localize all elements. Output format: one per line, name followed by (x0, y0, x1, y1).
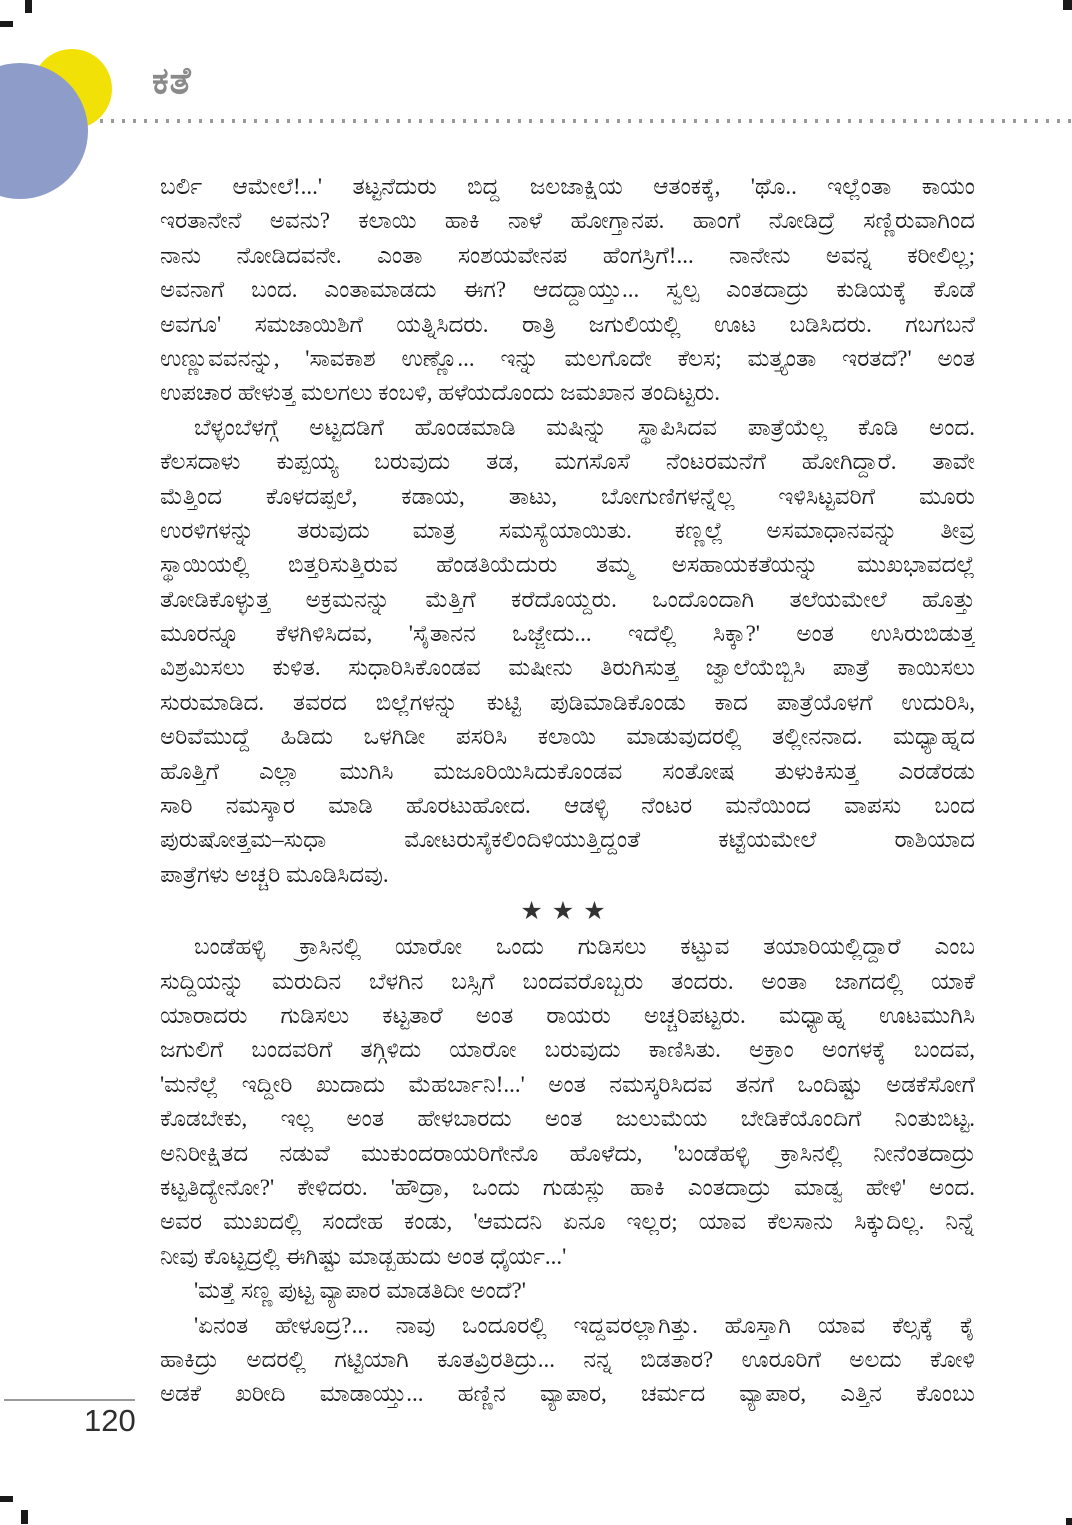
paragraph (160, 1309, 975, 1412)
text-line: ಉಪಚಾರ ಹೇಳುತ್ತ ಮಲಗಲು ಕಂಬಳಿ, ಹಳೆಯದೊಂದು ಜಮಖಾನ ತಂದಿಟ್ಟರು. (160, 380, 720, 406)
text-line: ತೋಡಿಕೊಳ್ಳುತ್ತ ಅಕ್ರಮನನ್ನು ಮೆತ್ತಿಗೆ ಕರೆದೊಯ್ದರು. ಒಂದೊಂದಾಗಿ ತಲೆಯಮೇಲೆ ಹೊತ್ತು (160, 586, 975, 612)
page-number: 120 (84, 1403, 136, 1438)
crop-mark-top-right (1063, 0, 1072, 10)
text-line: ಅವಗೂ' ಸಮಜಾಯಿಶಿಗೆ ಯತ್ನಿಸಿದರು. ರಾತ್ರಿ ಜಗುಲಿಯಲ್ಲಿ ಊಟ ಬಡಿಸಿದರು. ಗಬಗಬನೆ (160, 311, 975, 337)
text-line: ಇರತಾನೇನೆ ಅವನು? ಕಲಾಯಿ ಹಾಕಿ ನಾಳೆ ಹೋಗ್ತಾನಪ. ಹಾಂಗೆ ನೋಡಿದ್ರೆ ಸಣ್ಣಿರುವಾಗಿಂದ (160, 208, 975, 234)
text-line: ಉರಳಿಗಳನ್ನು ತರುವುದು ಮಾತ್ರ ಸಮಸ್ಯೆಯಾಯಿತು. ಕಣ್ಣಲ್ಲೆ ಅಸಮಾಧಾನವನ್ನು ತೀವ್ರ (160, 517, 975, 543)
crop-mark-top-left-vertical (25, 0, 32, 13)
crop-mark-bottom-left-vertical (21, 1510, 28, 1524)
text-block (160, 170, 975, 1412)
text-line: ಜಗುಲಿಗೆ ಬಂದವರಿಗೆ ತಗ್ಗಿಳಿದು ಯಾರೋ ಬರುವುದು ಕಾಣಿಸಿತು. ಅಕ್ರಾಂ ಅಂಗಳಕ್ಕೆ ಬಂದವ, (160, 1037, 975, 1063)
text-line: ಸಾರಿ ನಮಸ್ಕಾರ ಮಾಡಿ ಹೊರಟುಹೋದ. ಆಡಳ್ಳಿ ನೆಂಟರ ಮನೆಯಿಂದ ವಾಪಸು ಬಂದ (160, 793, 975, 819)
text-line: ಹಾಕಿದ್ರು ಅದರಲ್ಲಿ ಗಟ್ಟಿಯಾಗಿ ಕೂತವ್ರಿರತಿದ್ರು... ನನ್ನ ಬಿಡತಾರ? ಊರೂರಿಗೆ ಅಲದು ಕೋಳಿ (160, 1346, 975, 1372)
text-line: ಮೂರನ್ನೂ ಕೆಳಗಿಳಿಸಿದವ, 'ಸೈತಾನನ ಒಜ್ಜೇದು... ಇದೆಲ್ಲಿ ಸಿಕ್ಕಾ?' ಅಂತ ಉಸಿರುಬಿಡುತ್ತ (160, 621, 975, 647)
text-line: ಅವನಾಗೆ ಬಂದ. ಎಂತಾಮಾಡದು ಈಗ? ಆದದ್ದಾಯ್ತು... ಸ್ವಲ್ಪ ಎಂತದಾದ್ರು ಕುಡಿಯಕ್ಕೆ ಕೊಡೆ (160, 277, 975, 303)
text-line: ಅಡಕೆ ಖರೀದಿ ಮಾಡಾಯ್ತು... ಹಣ್ಣಿನ ವ್ಯಾಪಾರ, ಚರ್ಮದ ವ್ಯಾಪಾರ, ಎತ್ತಿನ ಕೊಂಬು (160, 1381, 975, 1407)
text-line: ಹೊತ್ತಿಗೆ ಎಲ್ಲಾ ಮುಗಿಸಿ ಮಜೂರಿಯಿಸಿದುಕೊಂಡವ ಸಂತೋಷ ತುಳುಕಿಸುತ್ತ ಎರಡೆರಡು (160, 758, 975, 784)
text-line: ಬೆಳ್ಳಂಬೆಳಗ್ಗೆ ಅಟ್ಟದಡಿಗೆ ಹೊಂಡಮಾಡಿ ಮಷಿನ್ನು ಸ್ಥಾಪಿಸಿದವ ಪಾತ್ರೆಯೆಲ್ಲ ಕೊಡಿ ಅಂದ. (194, 414, 975, 440)
text-line: ಕಟ್ಟತಿದ್ಯೇನೋ?' ಕೇಳಿದರು. 'ಹೌದ್ರಾ, ಒಂದು ಗುಡುಸ್ಲು ಹಾಕಿ ಎಂತದಾದ್ರು ಮಾಡ್ವ ಹೇಳಿ' ಅಂದ. (160, 1174, 975, 1200)
paragraph (160, 930, 975, 1274)
text-line: ಸ್ಥಾಯಿಯಲ್ಲಿ ಬಿತ್ತರಿಸುತ್ತಿರುವ ಹೆಂಡತಿಯೆದುರು ತಮ್ಮ ಅಸಹಾಯಕತೆಯನ್ನು ಮುಖಭಾವದಲ್ಲೆ (160, 552, 975, 578)
text-line: ಬರ್ಲಿ ಆಮೇಲೆ!...' ತಟ್ಟನೆದುರು ಬಿದ್ದ ಜಲಜಾಕ್ಷಿಯ ಆತಂಕಕ್ಕೆ, 'ಥೊ.. ಇಲ್ಲೆಂತಾ ಕಾಯಂ (160, 174, 975, 199)
text-line: ಯಾರಾದರು ಗುಡಿಸಲು ಕಟ್ಟತಾರೆ ಅಂತ ರಾಯರು ಅಚ್ಚರಿಪಟ್ಟರು. ಮಧ್ಯಾಹ್ನ ಊಟಮುಗಿಸಿ (160, 1002, 975, 1028)
paragraph (160, 411, 975, 892)
text-line: ಅರಿವೆಮುದ್ದೆ ಹಿಡಿದು ಒಳಗಿಡೀ ಪಸರಿಸಿ ಕಲಾಯಿ ಮಾಡುವುದರಲ್ಲಿ ತಲ್ಲೀನನಾದ. ಮಧ್ಯಾಹ್ನದ (160, 724, 975, 750)
text-line: ಅವರ ಮುಖದಲ್ಲಿ ಸಂದೇಹ ಕಂಡು, 'ಆಮದನಿ ಏನೂ ಇಲ್ಲರ; ಯಾವ ಕೆಲಸಾನು ಸಿಕ್ಕುದಿಲ್ಲ. ನಿನ್ನೆ (160, 1209, 975, 1235)
text-line: ಕೊಡಬೇಕು, ಇಲ್ಲ ಅಂತ ಹೇಳಬಾರದು ಅಂತ ಜುಲುಮೆಯ ಬೇಡಿಕೆಯೊಂದಿಗೆ ನಿಂತುಬಿಟ್ಟ. (160, 1106, 975, 1132)
text-line: ಸುರುಮಾಡಿದ. ತವರದ ಬಿಲ್ಲೆಗಳನ್ನು ಕುಟ್ಟಿ ಪುಡಿಮಾಡಿಕೊಂಡು ಕಾದ ಪಾತ್ರೆಯೊಳಗೆ ಉದುರಿಸಿ, (160, 689, 975, 715)
paragraph (160, 1274, 975, 1308)
section-separator: ★★★ (520, 896, 615, 926)
footer-rule (4, 1399, 135, 1401)
text-line: ನಾನು ನೋಡಿದವನೇ. ಎಂತಾ ಸಂಶಯವೇನಪ ಹೆಂಗಸ್ರಿಗೆ!... ನಾನೇನು ಅವನ್ನ ಕರೀಲಿಲ್ಲ; (160, 242, 975, 268)
text-line: ಪುರುಷೋತ್ತಮ–ಸುಧಾ ಮೋಟರುಸೈಕಲಿಂದಿಳಿಯುತ್ತಿದ್ದಂತೆ ಕಟ್ಟೆಯಮೇಲೆ ರಾಶಿಯಾದ (160, 827, 975, 853)
text-line: ಪಾತ್ರೆಗಳು ಅಚ್ಚರಿ ಮೂಡಿಸಿದವು. (160, 861, 389, 887)
text-line: ವಿಶ್ರಮಿಸಲು ಕುಳಿತ. ಸುಧಾರಿಸಿಕೊಂಡವ ಮಷೀನು ತಿರುಗಿಸುತ್ತ ಜ್ವಾಲೆಯೆಬ್ಬಿಸಿ ಪಾತ್ರೆ ಕಾಯಿಸಲು (160, 655, 975, 681)
paragraph (160, 170, 975, 411)
text-line: ಉಣ್ಣುವವನನ್ನು, 'ಸಾವಕಾಶ ಉಣ್ಣೊ... ಇನ್ನು ಮಲಗೊದೇ ಕೆಲಸ; ಮತ್ತ್ಯಂತಾ ಇರತದೆ?' ಅಂತ (160, 345, 975, 371)
text-line: 'ಏನಂತ ಹೇಳೂದ್ರ?... ನಾವು ಒಂದೂರಲ್ಲಿ ಇದ್ದವರಲ್ಲಾಗಿತ್ತು. ಹೊಸ್ತಾಗಿ ಯಾವ ಕೆಲ್ಸಕ್ಕೆ ಕೈ (194, 1312, 975, 1338)
text-line: ಬಂಡೆಹಳ್ಳಿ ಕ್ರಾಸಿನಲ್ಲಿ ಯಾರೋ ಒಂದು ಗುಡಿಸಲು ಕಟ್ಟುವ ತಯಾರಿಯಲ್ಲಿದ್ದಾರೆ ಎಂಬ (194, 934, 975, 960)
text-line: 'ಮತ್ತೆ ಸಣ್ಣ ಪುಟ್ಟ ವ್ಯಾಪಾರ ಮಾಡತಿದೀ ಅಂದೆ?' (194, 1278, 526, 1304)
text-line: 'ಮನೆಲ್ಲೆ ಇದ್ದೀರಿ ಖುದಾದು ಮೆಹರ್ಬಾನಿ!...' ಅಂತ ನಮಸ್ಕರಿಸಿದವ ತನಗೆ ಒಂದಿಷ್ಟು ಅಡಕೆಸೋಗೆ (160, 1071, 975, 1097)
text-line: ಅನಿರೀಕ್ಷಿತದ ನಡುವೆ ಮುಕುಂದರಾಯರಿಗೇನೊ ಹೊಳೆದು, 'ಬಂಡೆಹಳ್ಳಿ ಕ್ರಾಸಿನಲ್ಲಿ ನೀನೆಂತದಾದ್ರು (160, 1140, 975, 1166)
crop-mark-bottom-right (1066, 1518, 1072, 1525)
text-line: ಕೆಲಸದಾಳು ಕುಪ್ಪಯ್ಯ ಬರುವುದು ತಡ, ಮಗಸೊಸೆ ನೆಂಟರಮನೆಗೆ ಹೋಗಿದ್ದಾರೆ. ತಾವೇ (160, 449, 975, 475)
text-line: ಮೆತ್ತಿಂದ ಕೊಳದಪ್ಪಲೆ, ಕಡಾಯ, ತಾಟು, ಬೋಗುಣಿಗಳನ್ನೆಲ್ಲ ಇಳಿಸಿಟ್ಟವರಿಗೆ ಮೂರು (160, 483, 975, 509)
dotted-rule (100, 119, 1072, 123)
crop-mark-bottom-left-horizontal (0, 1496, 13, 1502)
text-line: ನೀವು ಕೊಟ್ಟದ್ರಲ್ಲಿ ಈಗಿಷ್ಟು ಮಾಡ್ಬಹುದು ಅಂತ ಧೈರ್ಯ...' (160, 1243, 567, 1269)
text-line: ಸುದ್ದಿಯನ್ನು ಮರುದಿನ ಬೆಳಗಿನ ಬಸ್ಸಿಗೆ ಬಂದವರೊಬ್ಬರು ತಂದರು. ಅಂತಾ ಜಾಗದಲ್ಲಿ ಯಾಕೆ (160, 968, 975, 994)
crop-mark-top-left-horizontal (0, 21, 13, 27)
section-kicker: ಕತೆ (152, 61, 192, 102)
